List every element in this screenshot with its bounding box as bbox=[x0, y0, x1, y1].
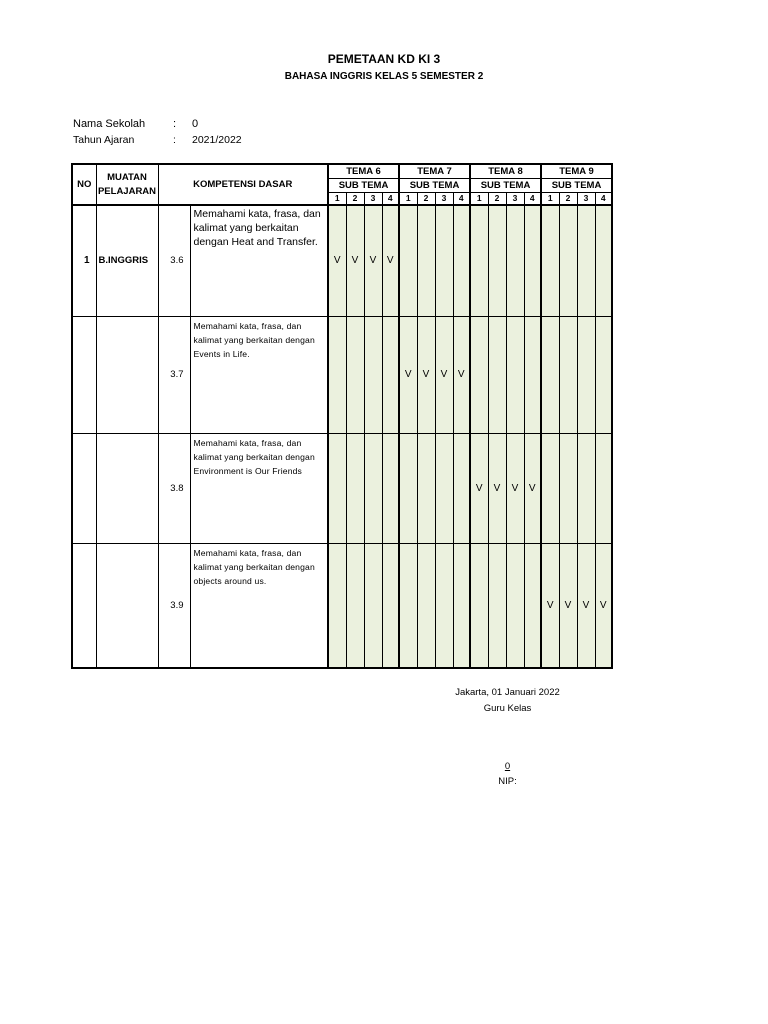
year-row bbox=[73, 134, 242, 146]
check-cell bbox=[346, 543, 364, 668]
header-muatan: MUATAN PELAJARAN bbox=[96, 164, 158, 205]
row-kd-text: Memahami kata, frasa, dan kalimat yang berkaitan dengan Heat and Transfer. bbox=[190, 205, 328, 316]
check-cell: V bbox=[595, 543, 612, 668]
check-cell bbox=[399, 205, 417, 316]
check-cell: V bbox=[417, 316, 435, 433]
check-cell bbox=[506, 543, 524, 668]
header-tema-6: TEMA 6 bbox=[328, 164, 399, 178]
subtema-number: 4 bbox=[453, 192, 470, 205]
school-value: 0 bbox=[192, 118, 199, 130]
check-cell bbox=[435, 543, 453, 668]
row-no bbox=[72, 316, 96, 433]
check-cell: V bbox=[470, 433, 488, 543]
check-cell bbox=[541, 205, 559, 316]
check-cell: V bbox=[506, 433, 524, 543]
subtema-number: 2 bbox=[417, 192, 435, 205]
check-cell bbox=[453, 433, 470, 543]
row-subject bbox=[96, 433, 158, 543]
header-kd: KOMPETENSI DASAR bbox=[158, 164, 328, 205]
row-kd-text: Memahami kata, frasa, dan kalimat yang berkaitan dengan Events in Life. bbox=[190, 316, 328, 433]
check-cell: V bbox=[559, 543, 577, 668]
year-label: Tahun Ajaran bbox=[73, 134, 135, 146]
header-subtema-6: SUB TEMA bbox=[328, 178, 399, 192]
check-cell bbox=[595, 433, 612, 543]
row-kd-code: 3.7 bbox=[158, 316, 190, 433]
row-no bbox=[72, 433, 96, 543]
signature-name: 0 bbox=[504, 761, 511, 772]
year-value: 2021/2022 bbox=[192, 134, 242, 146]
check-cell bbox=[470, 316, 488, 433]
school-colon: : bbox=[173, 118, 177, 130]
subtema-number: 3 bbox=[364, 192, 382, 205]
check-cell bbox=[328, 316, 346, 433]
subtema-number: 4 bbox=[382, 192, 399, 205]
check-cell bbox=[382, 543, 399, 668]
check-cell bbox=[435, 433, 453, 543]
check-cell: V bbox=[346, 205, 364, 316]
check-cell bbox=[364, 316, 382, 433]
header-subtema-7: SUB TEMA bbox=[399, 178, 470, 192]
header-row-tema bbox=[72, 164, 612, 178]
subtema-number: 1 bbox=[470, 192, 488, 205]
check-cell bbox=[559, 205, 577, 316]
check-cell bbox=[382, 316, 399, 433]
check-cell bbox=[453, 543, 470, 668]
signature-role: Guru Kelas bbox=[483, 703, 532, 714]
header-no: NO bbox=[72, 164, 96, 205]
subtema-number: 2 bbox=[488, 192, 506, 205]
check-cell bbox=[364, 543, 382, 668]
check-cell bbox=[328, 433, 346, 543]
check-cell bbox=[559, 433, 577, 543]
document-title: PEMETAAN KD KI 3 bbox=[327, 52, 441, 66]
check-cell: V bbox=[435, 316, 453, 433]
check-cell bbox=[506, 205, 524, 316]
check-cell bbox=[488, 316, 506, 433]
check-cell bbox=[577, 316, 595, 433]
subtema-number: 1 bbox=[399, 192, 417, 205]
check-cell: V bbox=[524, 433, 541, 543]
table-row bbox=[72, 316, 612, 433]
header-subtema-8: SUB TEMA bbox=[470, 178, 541, 192]
check-cell bbox=[435, 205, 453, 316]
check-cell bbox=[453, 205, 470, 316]
row-subject: B.INGGRIS bbox=[96, 205, 158, 316]
row-kd-code: 3.9 bbox=[158, 543, 190, 668]
check-cell: V bbox=[399, 316, 417, 433]
check-cell bbox=[399, 543, 417, 668]
row-subject bbox=[96, 316, 158, 433]
check-cell bbox=[595, 316, 612, 433]
row-kd-code: 3.8 bbox=[158, 433, 190, 543]
check-cell bbox=[541, 433, 559, 543]
check-cell: V bbox=[488, 433, 506, 543]
row-kd-text: Memahami kata, frasa, dan kalimat yang berkaitan dengan objects around us. bbox=[190, 543, 328, 668]
subtema-number: 4 bbox=[595, 192, 612, 205]
document-subtitle: BAHASA INGGRIS KELAS 5 SEMESTER 2 bbox=[284, 71, 484, 82]
header-tema-9: TEMA 9 bbox=[541, 164, 612, 178]
subtema-number: 3 bbox=[577, 192, 595, 205]
check-cell: V bbox=[382, 205, 399, 316]
table-row bbox=[72, 205, 612, 316]
signature-nip: NIP: bbox=[498, 776, 517, 787]
check-cell bbox=[346, 433, 364, 543]
kd-mapping-table bbox=[71, 163, 613, 669]
check-cell bbox=[559, 316, 577, 433]
subtema-number: 2 bbox=[346, 192, 364, 205]
school-row bbox=[73, 118, 198, 130]
check-cell bbox=[541, 316, 559, 433]
check-cell bbox=[488, 543, 506, 668]
subtema-number: 1 bbox=[541, 192, 559, 205]
check-cell bbox=[417, 433, 435, 543]
signature-place-date: Jakarta, 01 Januari 2022 bbox=[455, 687, 560, 698]
check-cell: V bbox=[541, 543, 559, 668]
header-tema-8: TEMA 8 bbox=[470, 164, 541, 178]
check-cell bbox=[417, 205, 435, 316]
check-cell bbox=[577, 433, 595, 543]
subtema-number: 3 bbox=[435, 192, 453, 205]
subtema-number: 1 bbox=[328, 192, 346, 205]
check-cell: V bbox=[364, 205, 382, 316]
row-kd-code: 3.6 bbox=[158, 205, 190, 316]
row-subject bbox=[96, 543, 158, 668]
year-colon: : bbox=[173, 134, 176, 146]
check-cell bbox=[382, 433, 399, 543]
row-kd-text: Memahami kata, frasa, dan kalimat yang berkaitan dengan Environment is Our Friends bbox=[190, 433, 328, 543]
school-label: Nama Sekolah bbox=[73, 118, 146, 130]
check-cell bbox=[524, 316, 541, 433]
check-cell bbox=[417, 543, 435, 668]
header-subtema-9: SUB TEMA bbox=[541, 178, 612, 192]
check-cell: V bbox=[577, 543, 595, 668]
check-cell bbox=[506, 316, 524, 433]
check-cell bbox=[346, 316, 364, 433]
row-no: 1 bbox=[72, 205, 96, 316]
check-cell bbox=[488, 205, 506, 316]
check-cell bbox=[470, 205, 488, 316]
check-cell bbox=[399, 433, 417, 543]
table-row bbox=[72, 433, 612, 543]
check-cell bbox=[364, 433, 382, 543]
check-cell bbox=[577, 205, 595, 316]
check-cell bbox=[524, 205, 541, 316]
check-cell: V bbox=[453, 316, 470, 433]
subtema-number: 3 bbox=[506, 192, 524, 205]
check-cell: V bbox=[328, 205, 346, 316]
check-cell bbox=[470, 543, 488, 668]
check-cell bbox=[524, 543, 541, 668]
table-row bbox=[72, 543, 612, 668]
header-tema-7: TEMA 7 bbox=[399, 164, 470, 178]
subtema-number: 4 bbox=[524, 192, 541, 205]
row-no bbox=[72, 543, 96, 668]
check-cell bbox=[328, 543, 346, 668]
check-cell bbox=[595, 205, 612, 316]
subtema-number: 2 bbox=[559, 192, 577, 205]
